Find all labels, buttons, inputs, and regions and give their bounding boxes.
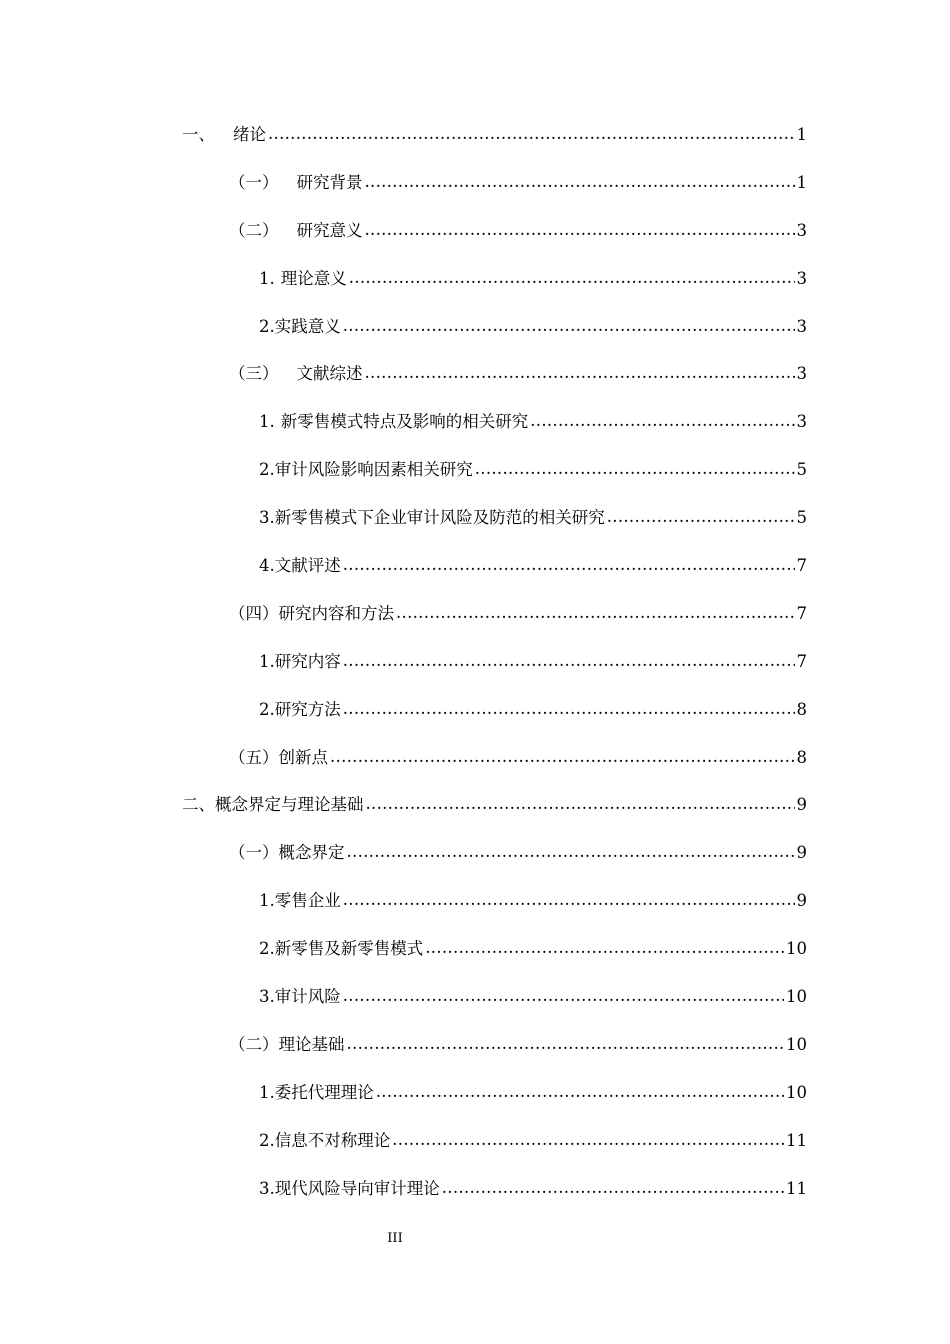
- toc-entry-title: 3.现代风险导向审计理论: [259, 1178, 440, 1198]
- toc-entry-title: 1. 理论意义: [259, 255, 347, 303]
- toc-entry-title: 一、 绪论: [182, 111, 266, 159]
- toc-entry-title: （四）研究内容和方法: [229, 603, 394, 623]
- toc-dot-leader: [343, 637, 795, 685]
- toc-dot-leader: [442, 1164, 784, 1212]
- toc-entry[interactable]: [0, 350, 950, 398]
- toc-page-number: 3: [796, 316, 807, 336]
- toc-entry-title: 1. 新零售模式特点及影响的相关研究: [259, 398, 528, 446]
- toc-page-number: 1: [796, 125, 807, 144]
- toc-page-number: 7: [796, 556, 807, 576]
- toc-dot-leader: [365, 349, 795, 397]
- toc-page-number: 9: [796, 843, 807, 863]
- toc-dot-leader: [347, 828, 795, 876]
- toc-entry[interactable]: [0, 398, 950, 446]
- toc-dot-leader: [349, 254, 795, 302]
- toc-entry[interactable]: [0, 781, 950, 829]
- toc-entry-number: （一）: [229, 172, 279, 192]
- toc-entry-title: 二、概念界定与理论基础: [182, 795, 364, 815]
- toc-entry-title: 2.实践意义: [259, 316, 341, 336]
- toc-entry-number: （三）: [229, 364, 279, 384]
- toc-page-number: 10: [786, 1034, 807, 1054]
- toc-entry-title: （二）理论基础: [229, 1034, 345, 1054]
- toc-entry[interactable]: [0, 1165, 950, 1213]
- toc-dot-leader: [343, 685, 795, 733]
- toc-entry[interactable]: [0, 686, 950, 734]
- toc-page-number: 7: [796, 603, 807, 623]
- toc-page-number: 3: [796, 364, 807, 384]
- toc-page-number: 10: [786, 1082, 807, 1102]
- toc-entry-title: （二） 研究意义: [229, 207, 363, 255]
- toc-entry[interactable]: [0, 255, 950, 303]
- toc-page-number: 11: [786, 1130, 807, 1150]
- toc-entry-number: 1.: [259, 412, 275, 432]
- toc-page-number: 8: [796, 747, 807, 767]
- toc-entry[interactable]: [0, 638, 950, 686]
- toc-entry[interactable]: [0, 111, 950, 159]
- toc-dot-leader: [330, 733, 795, 781]
- toc-dot-leader: [392, 1116, 784, 1164]
- toc-entry-number: 一、: [182, 125, 215, 144]
- toc-entry[interactable]: [0, 542, 950, 590]
- toc-dot-leader: [343, 972, 784, 1020]
- toc-entry-number: 1.: [259, 268, 275, 288]
- toc-entry-title: （五）创新点: [229, 747, 328, 767]
- toc-dot-leader: [475, 445, 795, 493]
- toc-entry[interactable]: [0, 1117, 950, 1165]
- toc-dot-leader: [366, 780, 795, 828]
- toc-entry-title: 1.研究内容: [259, 651, 341, 671]
- toc-entry[interactable]: [0, 446, 950, 494]
- toc-entry-number: （二）: [229, 220, 279, 240]
- toc-page-number: 10: [786, 939, 807, 959]
- toc-dot-leader: [343, 876, 795, 924]
- toc-entry[interactable]: [0, 925, 950, 973]
- toc-dot-leader: [268, 110, 795, 158]
- toc-entry-title: 2.新零售及新零售模式: [259, 939, 424, 959]
- toc-entry-title: 3.审计风险: [259, 987, 341, 1007]
- toc-dot-leader: [365, 158, 795, 206]
- toc-page-number: 3: [796, 412, 807, 432]
- toc-entry[interactable]: [0, 1021, 950, 1069]
- toc-page-number: 1: [796, 172, 807, 192]
- toc-entry[interactable]: [0, 877, 950, 925]
- toc-page-number: 5: [796, 508, 807, 528]
- toc-page-number: 3: [796, 268, 807, 288]
- toc-entry[interactable]: [0, 829, 950, 877]
- toc-entry[interactable]: [0, 590, 950, 638]
- toc-entry-title: 1.零售企业: [259, 891, 341, 911]
- toc-page-number: 8: [796, 699, 807, 719]
- toc-page-number: 11: [786, 1178, 807, 1198]
- toc-entry-title: （三） 文献综述: [229, 350, 363, 398]
- toc-page-number: 9: [796, 795, 807, 815]
- toc-entry-title: 2.审计风险影响因素相关研究: [259, 460, 473, 480]
- toc-dot-leader: [425, 924, 784, 972]
- toc-dot-leader: [396, 589, 795, 637]
- toc-dot-leader: [376, 1068, 784, 1116]
- toc-page-number: 10: [786, 987, 807, 1007]
- toc-dot-leader: [343, 541, 795, 589]
- toc-entry[interactable]: [0, 159, 950, 207]
- toc-entry[interactable]: [0, 1069, 950, 1117]
- toc-entry-title: 1.委托代理理论: [259, 1082, 374, 1102]
- toc-entry[interactable]: [0, 207, 950, 255]
- toc-entry[interactable]: [0, 734, 950, 782]
- toc-page-number: 3: [796, 220, 807, 240]
- toc-entry-title: 4.文献评述: [259, 556, 341, 576]
- toc-entry-title: 2.研究方法: [259, 699, 341, 719]
- toc-page-number: 9: [796, 891, 807, 911]
- toc-entry-title: （一）概念界定: [229, 843, 345, 863]
- toc-dot-leader: [347, 1020, 785, 1068]
- toc-page-number: 7: [796, 651, 807, 671]
- toc-entry[interactable]: [0, 303, 950, 351]
- toc-entry[interactable]: [0, 973, 950, 1021]
- toc-dot-leader: [607, 493, 795, 541]
- table-of-contents: [0, 111, 950, 1212]
- toc-entry[interactable]: [0, 494, 950, 542]
- toc-page-number: 5: [796, 460, 807, 480]
- toc-entry-title: （一） 研究背景: [229, 159, 363, 207]
- toc-dot-leader: [530, 397, 794, 445]
- page-footer-number: III: [387, 1231, 403, 1246]
- toc-dot-leader: [365, 206, 795, 254]
- toc-entry-title: 3.新零售模式下企业审计风险及防范的相关研究: [259, 508, 605, 528]
- toc-entry-title: 2.信息不对称理论: [259, 1130, 391, 1150]
- toc-dot-leader: [343, 302, 795, 350]
